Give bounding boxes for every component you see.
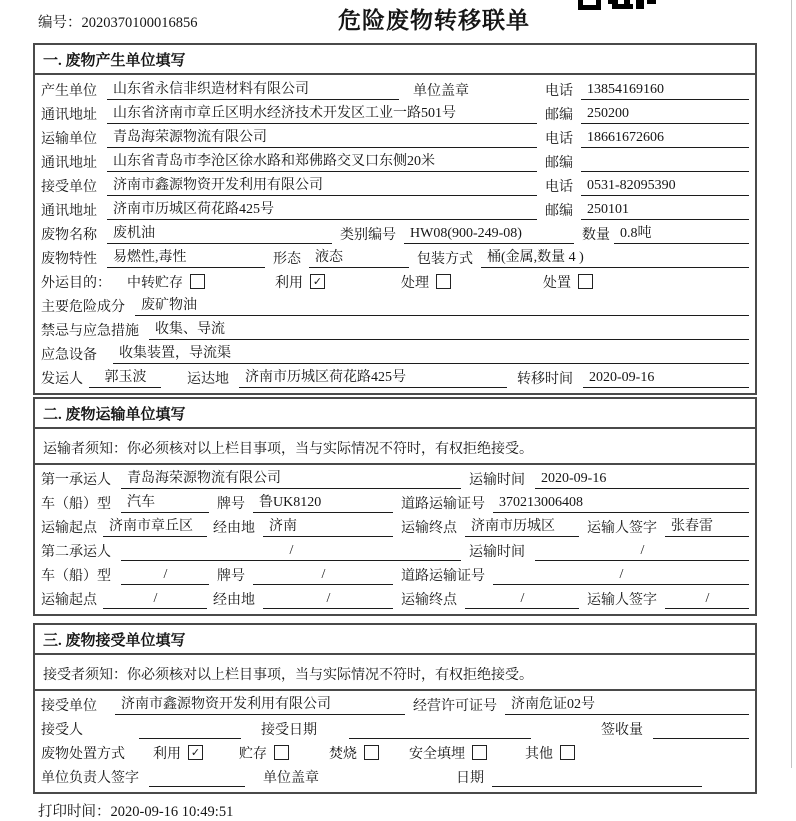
waste-code-value: HW08(900-249-08) bbox=[404, 226, 574, 244]
waste-code-label: 类别编号 bbox=[340, 228, 396, 243]
print-time-label: 打印时间： bbox=[38, 804, 111, 820]
equipment-label: 应急设备 bbox=[41, 348, 97, 363]
road-permit-2-label: 道路运输证号 bbox=[401, 569, 485, 584]
row-waste-name bbox=[41, 220, 749, 244]
waste-pack-label: 包装方式 bbox=[417, 252, 473, 267]
road-permit-label: 道路运输证号 bbox=[401, 497, 485, 512]
checkbox-disposal-storage bbox=[274, 745, 289, 760]
disposal-option-landfill bbox=[409, 743, 487, 763]
sign-date-value bbox=[492, 771, 702, 787]
road-permit-value: 370213006408 bbox=[493, 495, 749, 513]
disposal-option-label: 安全填埋 bbox=[409, 747, 465, 762]
row-taboo-measures bbox=[41, 316, 749, 340]
dispatcher-value: 郭玉波 bbox=[89, 366, 161, 388]
doc-number-value: 2020370100016856 bbox=[81, 15, 198, 31]
row-acceptance bbox=[41, 715, 749, 739]
scan-page-edge bbox=[791, 0, 792, 768]
route-start-2-value: / bbox=[103, 591, 207, 609]
producer-unit-value: 山东省永信非织造材料有限公司 bbox=[107, 78, 399, 100]
disposal-option-other bbox=[525, 743, 575, 763]
section-producer-body bbox=[35, 75, 755, 393]
row-emergency-equipment bbox=[41, 340, 749, 364]
row-receiver-unit bbox=[41, 172, 749, 196]
transfer-time-label: 转移时间 bbox=[517, 372, 573, 387]
responsible-sign-value bbox=[149, 771, 245, 787]
waste-props-value: 易燃性,毒性 bbox=[107, 246, 265, 268]
taboo-label: 禁忌与应急措施 bbox=[41, 324, 139, 339]
second-carrier-value: / bbox=[121, 543, 461, 561]
vehicle-type-2-value: / bbox=[121, 567, 209, 585]
waste-props-label: 废物特性 bbox=[41, 252, 97, 267]
receiver-phone-value: 0531-82095390 bbox=[581, 178, 749, 196]
purpose-option-treat bbox=[401, 272, 451, 292]
document-header bbox=[0, 0, 796, 43]
row-transport-unit bbox=[41, 124, 749, 148]
transport-time-2-label: 运输时间 bbox=[469, 545, 525, 560]
route-via-value: 济南 bbox=[263, 515, 393, 537]
destination-value: 济南市历城区荷花路425号 bbox=[239, 366, 507, 388]
route-end-value: 济南市历城区 bbox=[465, 515, 579, 537]
accept-date-value bbox=[349, 723, 531, 739]
receiver-notice: 接受者须知：你必须核对以上栏目事项，当与实际情况不符时，有权拒绝接受。 bbox=[35, 656, 755, 691]
unit-stamp-label: 单位盖章 bbox=[413, 84, 469, 99]
row-disposal-method bbox=[41, 739, 749, 763]
section-receiver-body bbox=[35, 655, 755, 792]
section-producer bbox=[33, 43, 757, 395]
transport-unit-value: 青岛海荣源物流有限公司 bbox=[107, 126, 537, 148]
unit-stamp-2-label: 单位盖章 bbox=[263, 771, 319, 786]
plate-2-value: / bbox=[253, 567, 393, 585]
acceptor-value bbox=[139, 723, 241, 739]
producer-address-label: 通讯地址 bbox=[41, 108, 97, 123]
transport-time-label: 运输时间 bbox=[469, 473, 525, 488]
route-end-2-label: 运输终点 bbox=[401, 593, 457, 608]
license-label: 经营许可证号 bbox=[413, 699, 497, 714]
route-end-2-value: / bbox=[465, 591, 579, 609]
receiver-zip-value: 250101 bbox=[581, 202, 749, 220]
plate-2-label: 牌号 bbox=[217, 569, 245, 584]
receiver-unit-label: 接受单位 bbox=[41, 180, 97, 195]
purpose-option-label: 利用 bbox=[275, 276, 303, 291]
transport-address-label: 通讯地址 bbox=[41, 156, 97, 171]
checkbox-disposal-landfill bbox=[472, 745, 487, 760]
signed-qty-value bbox=[653, 723, 749, 739]
transport-phone-label: 电话 bbox=[545, 132, 573, 147]
waste-name-label: 废物名称 bbox=[41, 228, 97, 243]
row-vehicle-2 bbox=[41, 561, 749, 585]
transport-time-value: 2020-09-16 bbox=[535, 471, 749, 489]
purpose-option-transfer-storage bbox=[127, 272, 205, 292]
route-via-label: 经由地 bbox=[213, 521, 255, 536]
disposal-option-storage bbox=[239, 743, 289, 763]
checkbox-disposal-incinerate bbox=[364, 745, 379, 760]
acceptor-label: 接受人 bbox=[41, 723, 83, 738]
road-permit-2-value: / bbox=[493, 567, 749, 585]
row-producer-unit bbox=[41, 76, 749, 100]
row-first-carrier bbox=[41, 465, 749, 489]
first-carrier-label: 第一承运人 bbox=[41, 473, 111, 488]
waste-pack-value: 桶(金属,数量 4 ) bbox=[481, 246, 749, 268]
plate-label: 牌号 bbox=[217, 497, 245, 512]
disposal-option-utilize bbox=[153, 743, 203, 763]
accept-unit-value: 济南市鑫源物资开发利用有限公司 bbox=[115, 693, 405, 715]
route-start-value: 济南市章丘区 bbox=[103, 515, 207, 537]
section-receiver bbox=[33, 623, 757, 794]
disposal-label: 废物处置方式 bbox=[41, 747, 125, 762]
checkbox-disposal-utilize: ✓ bbox=[188, 745, 203, 760]
row-route-1 bbox=[41, 513, 749, 537]
carrier-sign-2-value: / bbox=[665, 591, 749, 609]
disposal-option-label: 贮存 bbox=[239, 747, 267, 762]
transport-zip-value bbox=[581, 156, 749, 172]
route-start-label: 运输起点 bbox=[41, 521, 97, 536]
print-time-value: 2020-09-16 10:49:51 bbox=[110, 804, 234, 820]
receiver-phone-label: 电话 bbox=[545, 180, 573, 195]
row-responsible-signature bbox=[41, 763, 749, 787]
row-route-2 bbox=[41, 585, 749, 609]
disposal-option-label: 利用 bbox=[153, 747, 181, 762]
hazard-label: 主要危险成分 bbox=[41, 300, 125, 315]
producer-zip-value: 250200 bbox=[581, 106, 749, 124]
route-via-2-label: 经由地 bbox=[213, 593, 255, 608]
row-producer-address bbox=[41, 100, 749, 124]
receiver-address-value: 济南市历城区荷花路425号 bbox=[107, 198, 537, 220]
destination-label: 运达地 bbox=[187, 372, 229, 387]
checkbox-transfer-storage bbox=[190, 274, 205, 289]
accept-date-label: 接受日期 bbox=[261, 723, 317, 738]
sign-date-label: 日期 bbox=[456, 771, 484, 786]
vehicle-type-value: 汽车 bbox=[121, 491, 209, 513]
row-hazard-components bbox=[41, 292, 749, 316]
print-time bbox=[38, 800, 796, 821]
second-carrier-label: 第二承运人 bbox=[41, 545, 111, 560]
checkbox-disposal-other bbox=[560, 745, 575, 760]
plate-value: 鲁UK8120 bbox=[253, 491, 393, 513]
producer-phone-value: 13854169160 bbox=[581, 82, 749, 100]
section-receiver-heading: 三. 废物接受单位填写 bbox=[35, 625, 755, 655]
row-waste-properties bbox=[41, 244, 749, 268]
checkbox-treat bbox=[436, 274, 451, 289]
qr-code-fragment-icon bbox=[578, 0, 656, 10]
transfer-time-value: 2020-09-16 bbox=[583, 370, 749, 388]
license-value: 济南危证02号 bbox=[505, 693, 749, 715]
carrier-sign-2-label: 运输人签字 bbox=[587, 593, 657, 608]
purpose-label: 外运目的： bbox=[41, 276, 111, 291]
route-via-2-value: / bbox=[263, 591, 393, 609]
vehicle-type-label: 车（船）型 bbox=[41, 497, 111, 512]
row-transfer-purpose bbox=[41, 268, 749, 292]
waste-name-value: 废机油 bbox=[107, 222, 332, 244]
section-transporter-heading: 二. 废物运输单位填写 bbox=[35, 399, 755, 429]
route-start-2-label: 运输起点 bbox=[41, 593, 97, 608]
transport-unit-label: 运输单位 bbox=[41, 132, 97, 147]
purpose-option-label: 处理 bbox=[401, 276, 429, 291]
responsible-sign-label: 单位负责人签字 bbox=[41, 771, 139, 786]
waste-qty-value: 0.8吨 bbox=[614, 222, 749, 244]
receiver-address-label: 通讯地址 bbox=[41, 204, 97, 219]
page-title: 危险废物转移联单 bbox=[338, 8, 530, 33]
waste-form-value: 液态 bbox=[309, 246, 409, 268]
row-transport-address bbox=[41, 148, 749, 172]
transport-address-value: 山东省青岛市李沧区徐水路和郑佛路交叉口东侧20米 bbox=[107, 150, 537, 172]
hazard-value: 废矿物油 bbox=[135, 294, 749, 316]
section-transporter-body bbox=[35, 429, 755, 614]
transport-time-2-value: / bbox=[535, 543, 749, 561]
dispatcher-label: 发运人 bbox=[41, 372, 83, 387]
purpose-option-utilize bbox=[275, 272, 325, 292]
route-end-label: 运输终点 bbox=[401, 521, 457, 536]
row-vehicle-1 bbox=[41, 489, 749, 513]
row-accept-unit bbox=[41, 691, 749, 715]
purpose-option-label: 处置 bbox=[543, 276, 571, 291]
transporter-notice: 运输者须知：你必须核对以上栏目事项，当与实际情况不符时，有权拒绝接受。 bbox=[35, 430, 755, 465]
transport-phone-value: 18661672606 bbox=[581, 130, 749, 148]
waste-qty-label: 数量 bbox=[582, 228, 610, 243]
row-second-carrier bbox=[41, 537, 749, 561]
checkbox-dispose bbox=[578, 274, 593, 289]
producer-zip-label: 邮编 bbox=[545, 108, 573, 123]
producer-phone-label: 电话 bbox=[545, 84, 573, 99]
receiver-zip-label: 邮编 bbox=[545, 204, 573, 219]
doc-number-label: 编号： bbox=[38, 15, 82, 31]
transport-zip-label: 邮编 bbox=[545, 156, 573, 171]
disposal-option-label: 焚烧 bbox=[329, 747, 357, 762]
checkbox-utilize: ✓ bbox=[310, 274, 325, 289]
equipment-value: 收集装置，导流渠 bbox=[113, 342, 749, 364]
signed-qty-label: 签收量 bbox=[601, 723, 643, 738]
accept-unit-label: 接受单位 bbox=[41, 699, 97, 714]
section-producer-heading: 一. 废物产生单位填写 bbox=[35, 45, 755, 75]
carrier-sign-value: 张春雷 bbox=[665, 515, 749, 537]
waste-form-label: 形态 bbox=[273, 252, 301, 267]
vehicle-type-2-label: 车（船）型 bbox=[41, 569, 111, 584]
section-transporter bbox=[33, 397, 757, 616]
producer-address-value: 山东省济南市章丘区明水经济技术开发区工业一路501号 bbox=[107, 102, 537, 124]
taboo-value: 收集、导流 bbox=[149, 318, 749, 340]
row-receiver-address bbox=[41, 196, 749, 220]
disposal-option-label: 其他 bbox=[525, 747, 553, 762]
doc-number bbox=[38, 11, 198, 32]
receiver-unit-value: 济南市鑫源物资开发利用有限公司 bbox=[107, 174, 537, 196]
disposal-option-incinerate bbox=[329, 743, 379, 763]
purpose-option-dispose bbox=[543, 272, 593, 292]
first-carrier-value: 青岛海荣源物流有限公司 bbox=[121, 467, 461, 489]
purpose-option-label: 中转贮存 bbox=[127, 276, 183, 291]
producer-unit-label: 产生单位 bbox=[41, 84, 97, 99]
row-dispatch bbox=[41, 364, 749, 388]
carrier-sign-label: 运输人签字 bbox=[587, 521, 657, 536]
